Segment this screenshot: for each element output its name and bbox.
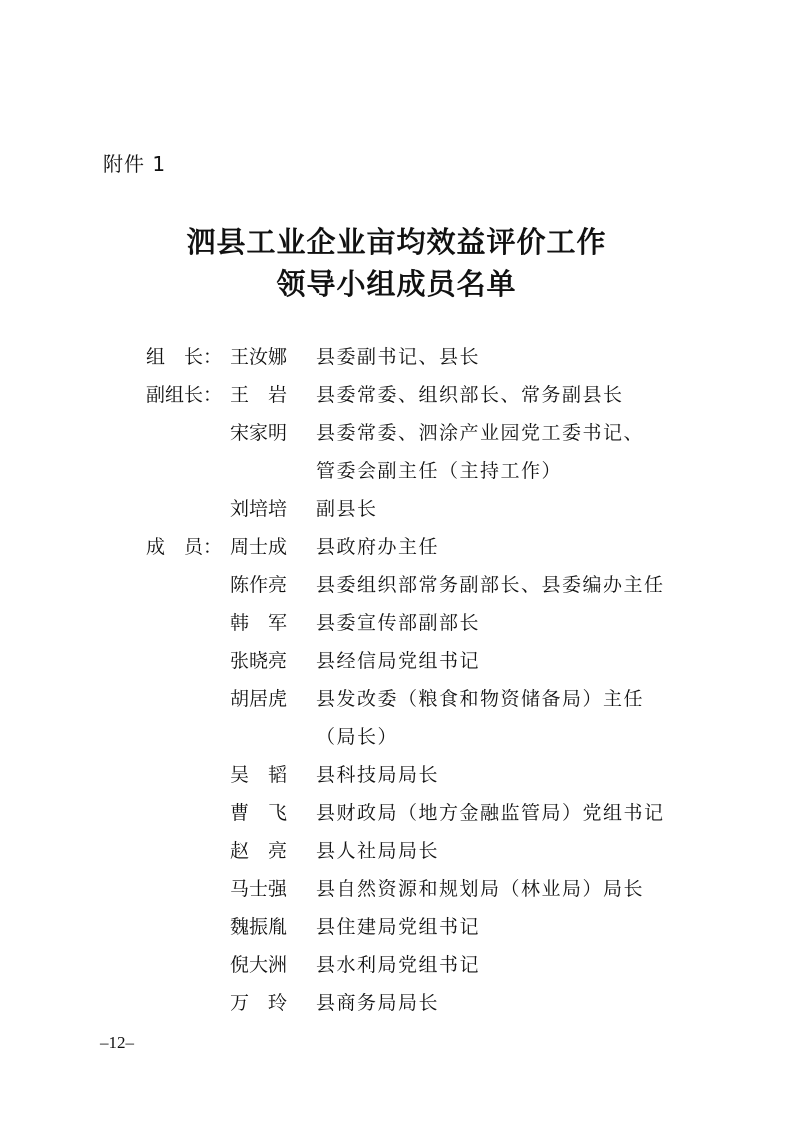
member-name: 曹 飞 — [230, 802, 288, 824]
member-category: 成 员： — [146, 536, 223, 558]
member-name: 胡居虎 — [230, 688, 288, 710]
member-name: 周士成 — [230, 536, 288, 558]
member-name: 魏振胤 — [230, 916, 288, 938]
member-row — [0, 646, 793, 676]
member-position: 县政府办主任 — [316, 536, 440, 558]
member-position: 县住建局党组书记 — [316, 916, 481, 938]
member-row — [0, 418, 793, 448]
member-position: 管委会副主任（主持工作） — [316, 460, 563, 482]
member-name: 宋家明 — [230, 422, 288, 444]
member-name: 倪大洲 — [230, 954, 288, 976]
member-row — [0, 912, 793, 942]
member-position: 县委副书记、县长 — [316, 346, 481, 368]
member-row — [0, 684, 793, 714]
member-row — [0, 570, 793, 600]
member-position: （局长） — [316, 726, 399, 748]
member-category: 副组长： — [146, 384, 223, 406]
member-row — [0, 380, 793, 410]
member-position: 县委组织部常务副部长、县委编办主任 — [316, 574, 665, 596]
member-position: 县委宣传部副部长 — [316, 612, 481, 634]
member-position: 县经信局党组书记 — [316, 650, 481, 672]
member-position: 县水利局党组书记 — [316, 954, 481, 976]
document-title-line-2: 领导小组成员名单 — [276, 267, 517, 301]
member-position: 县财政局（地方金融监管局）党组书记 — [316, 802, 665, 824]
member-row — [0, 988, 793, 1018]
member-row — [0, 608, 793, 638]
member-position: 县商务局局长 — [316, 992, 440, 1014]
member-row — [0, 760, 793, 790]
page-number: –12– — [100, 1033, 134, 1052]
member-name: 吴 韬 — [230, 764, 288, 786]
member-name: 王汝娜 — [230, 346, 288, 368]
attachment-label: 附件 1 — [103, 152, 167, 176]
member-name: 马士强 — [230, 878, 288, 900]
member-row — [0, 342, 793, 372]
member-name: 万 玲 — [230, 992, 288, 1014]
member-row — [0, 950, 793, 980]
member-position: 县委常委、组织部长、常务副县长 — [316, 384, 624, 406]
member-name: 韩 军 — [230, 612, 288, 634]
member-name: 王 岩 — [230, 384, 288, 406]
document-title-line-1: 泗县工业企业亩均效益评价工作 — [186, 225, 607, 259]
member-name: 赵 亮 — [230, 840, 288, 862]
member-position: 县科技局局长 — [316, 764, 440, 786]
member-name: 刘培培 — [230, 498, 288, 520]
member-row — [0, 874, 793, 904]
member-row — [0, 532, 793, 562]
member-row — [0, 456, 793, 486]
member-row — [0, 722, 793, 752]
member-row — [0, 836, 793, 866]
member-position: 县自然资源和规划局（林业局）局长 — [316, 878, 645, 900]
member-row — [0, 494, 793, 524]
member-row — [0, 798, 793, 828]
member-name: 陈作亮 — [230, 574, 288, 596]
member-category: 组 长： — [146, 346, 223, 368]
member-position: 县发改委（粮食和物资储备局）主任 — [316, 688, 645, 710]
member-name: 张晓亮 — [230, 650, 288, 672]
member-position: 县委常委、泗涂产业园党工委书记、 — [316, 422, 645, 444]
member-position: 县人社局局长 — [316, 840, 440, 862]
member-position: 副县长 — [316, 498, 378, 520]
